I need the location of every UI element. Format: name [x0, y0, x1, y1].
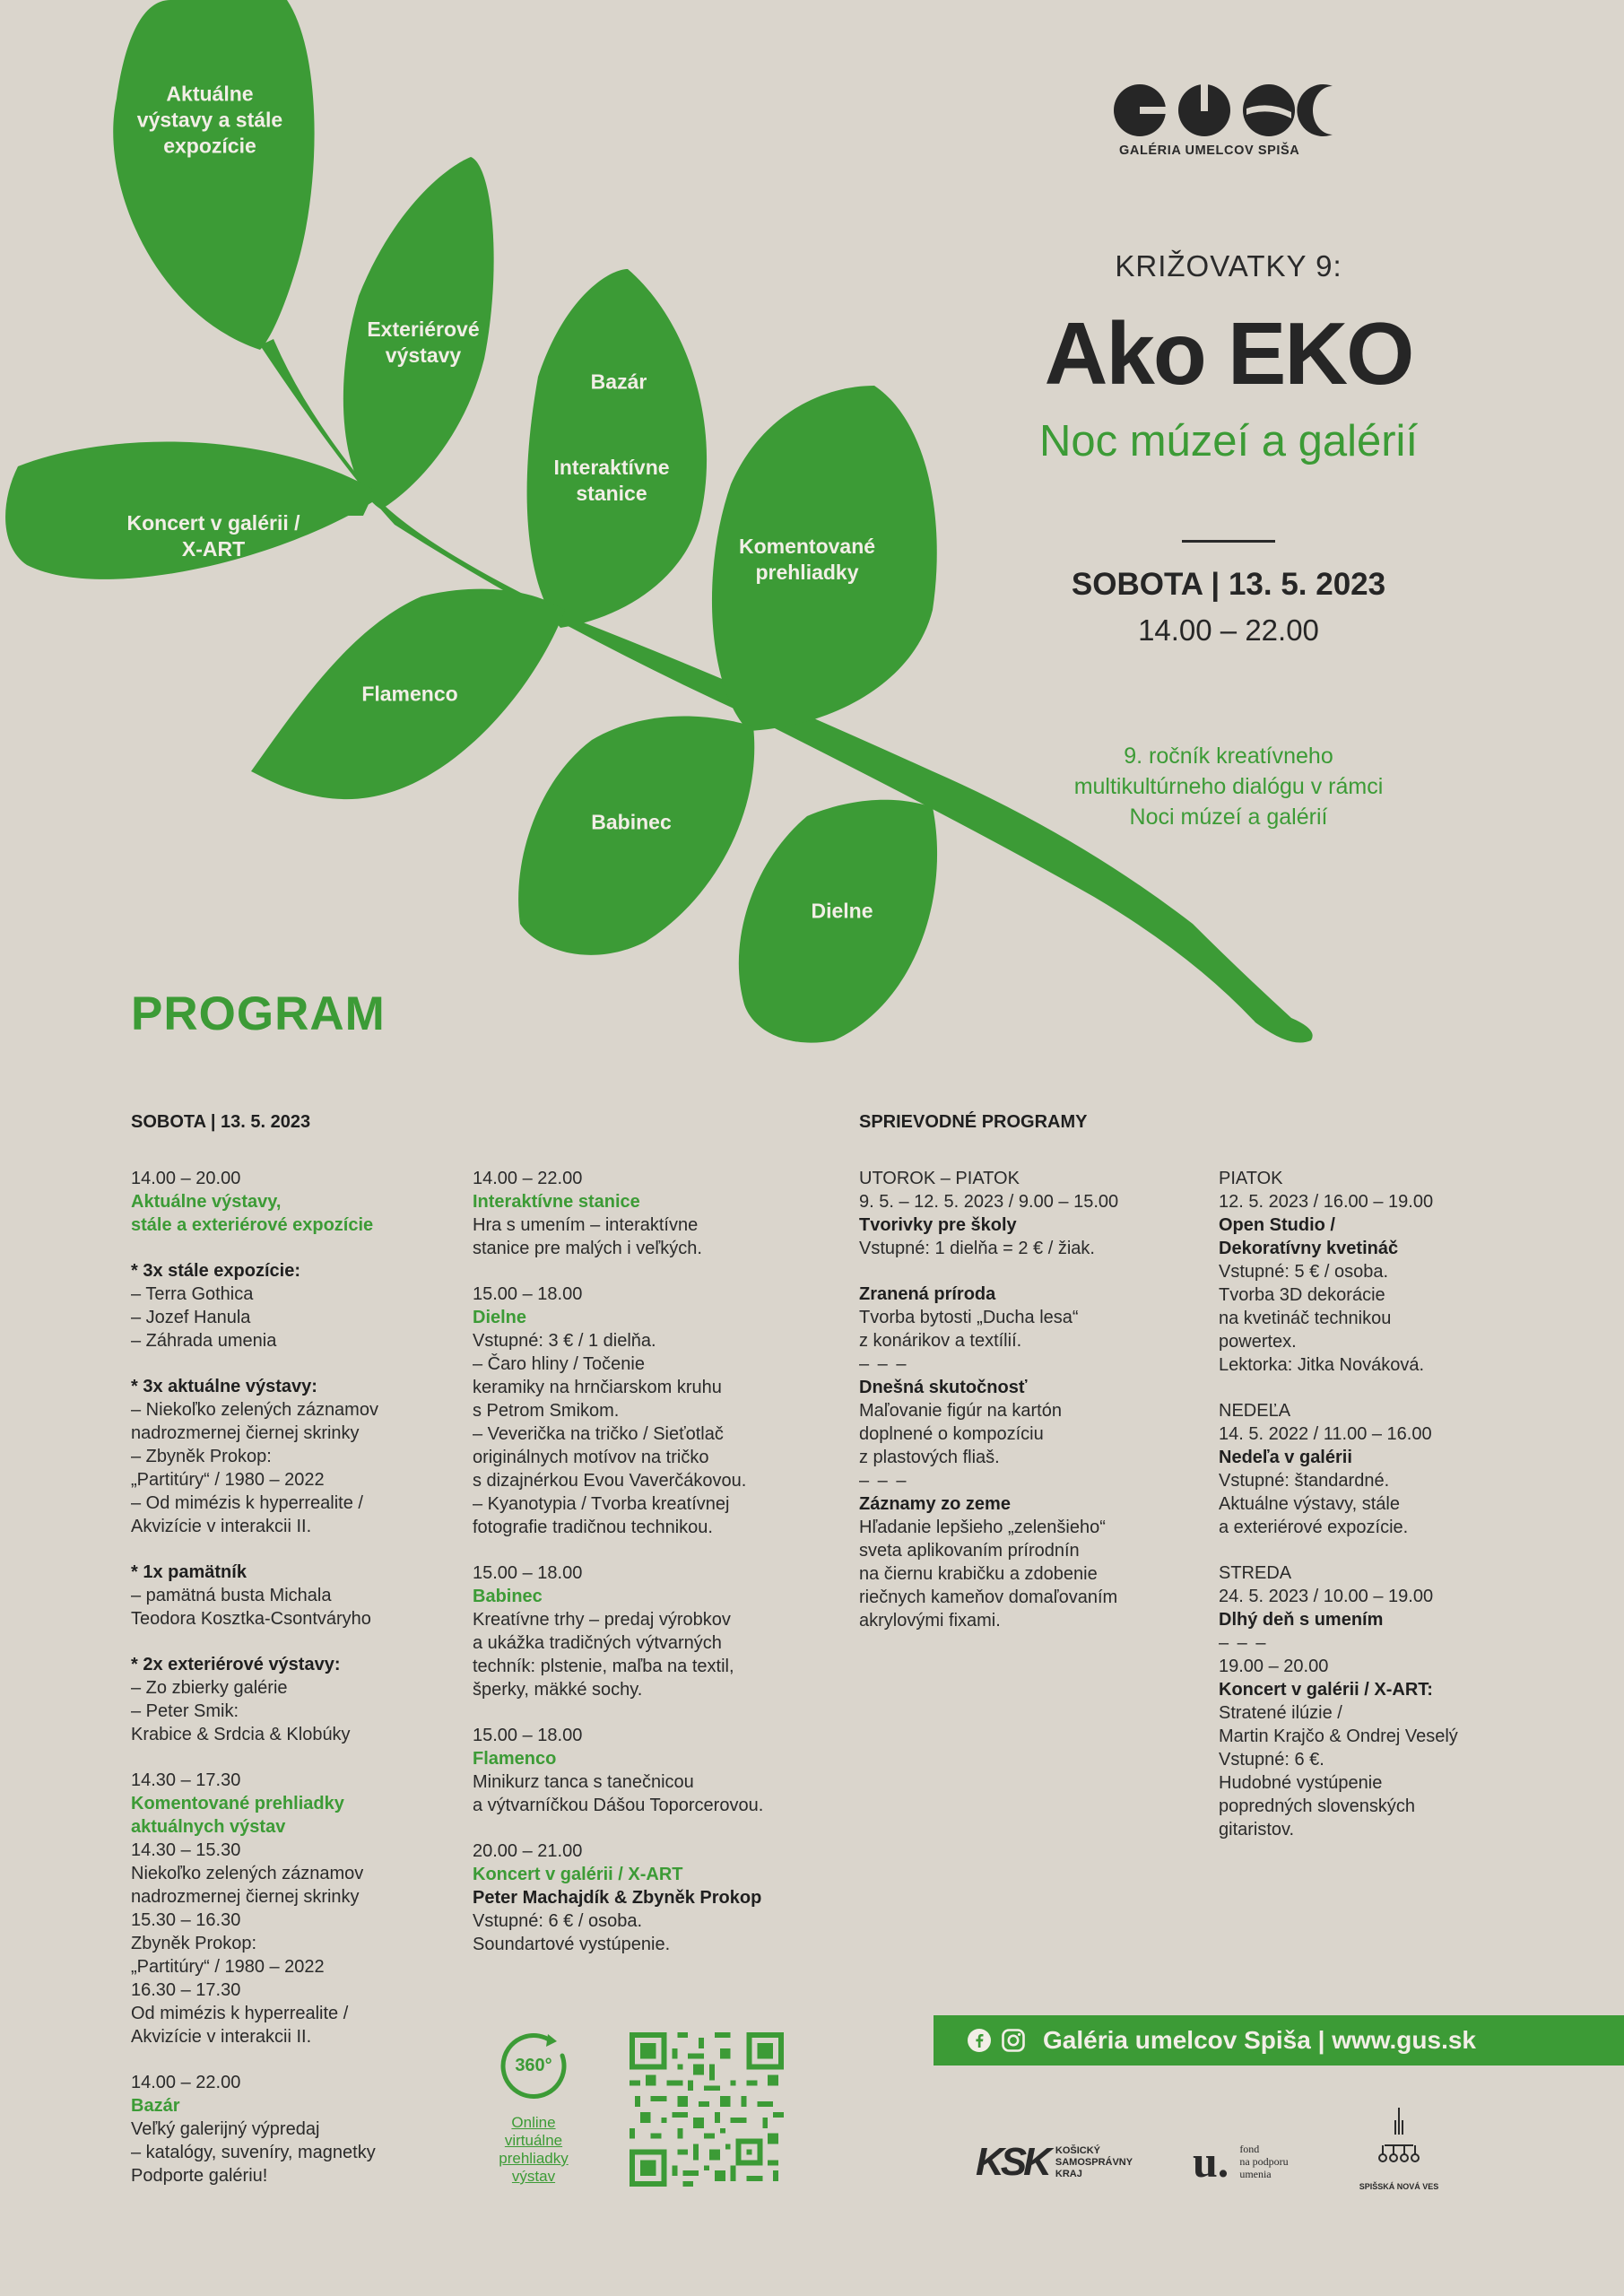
leaf-babinec: [518, 717, 754, 955]
program-line: PIATOK: [1219, 1169, 1283, 1188]
program-event-title: stále a exteriérové expozície: [131, 1215, 374, 1235]
fond-mark: u.: [1193, 2136, 1229, 2187]
program-event-title: Dielne: [473, 1308, 527, 1327]
program-line: Od mimézis k hyperrealite /: [131, 2004, 349, 2023]
program-line: 14.30 – 15.30: [131, 1840, 241, 1860]
program-line: akrylovými fixami.: [859, 1611, 1001, 1631]
program-block: [1219, 1399, 1458, 1539]
leaf-aktualne: [113, 0, 314, 350]
program-line: powertex.: [1219, 1332, 1297, 1352]
program-block: [1219, 1561, 1458, 1841]
program-line: Maľovanie figúr na kartón: [859, 1401, 1062, 1421]
program-block: [131, 1375, 378, 1538]
facebook-icon[interactable]: [966, 2027, 993, 2054]
program-bold-line: Peter Machajdík & Zbyněk Prokop: [473, 1888, 762, 1908]
program-column-saturday-1: [131, 1167, 378, 2210]
program-line: – Peter Smik:: [131, 1701, 239, 1721]
edition-text: 9. ročník kreatívneho multikultúrneho dialógu v rámci Noci múzeí a galérií: [1073, 744, 1384, 830]
program-line: Soundartové vystúpenie.: [473, 1935, 671, 1954]
program-block: [473, 1839, 763, 1956]
program-line: NEDEĽA: [1219, 1401, 1291, 1421]
program-block: [131, 1259, 378, 1352]
subtitle: Noc múzeí a galérií: [1038, 417, 1419, 465]
program-line: – – –: [1219, 1633, 1268, 1653]
program-line: originálnych motívov na tričko: [473, 1448, 709, 1467]
program-line: Vstupné: štandardné.: [1219, 1471, 1390, 1491]
leaf-label-komentovane: Komentované prehliadky: [738, 535, 876, 584]
program-line: Martin Krajčo & Ondrej Veselý: [1219, 1726, 1458, 1746]
program-line: 14.00 – 22.00: [131, 2073, 241, 2092]
program-block: [473, 1283, 763, 1539]
program-event-title: Komentované prehliadky: [131, 1794, 344, 1813]
program-bold-line: Zranená príroda: [859, 1284, 996, 1304]
program-block: [859, 1283, 1118, 1632]
program-line: 20.00 – 21.00: [473, 1841, 583, 1861]
program-line: 9. 5. – 12. 5. 2023 / 9.00 – 15.00: [859, 1192, 1119, 1212]
gus-logo-caption: GALÉRIA UMELCOV SPIŠA: [1119, 144, 1300, 158]
program-line: 14.00 – 22.00: [473, 1169, 583, 1188]
program-line: 15.00 – 18.00: [473, 1726, 583, 1745]
program-line: Vstupné: 5 € / osoba.: [1219, 1262, 1389, 1282]
program-event-title: aktuálnych výstav: [131, 1817, 286, 1837]
program-line: – Záhrada umenia: [131, 1331, 277, 1351]
program-line: sveta aplikovaním prírodnín: [859, 1541, 1080, 1561]
program-bold-line: Dnešná skutočnosť: [859, 1378, 1028, 1397]
program-line: z plastových fliaš.: [859, 1448, 1000, 1467]
program-line: popredných slovenských: [1219, 1796, 1416, 1816]
program-line: Aktuálne výstavy, stále: [1219, 1494, 1400, 1514]
program-line: Niekoľko zelených záznamov: [131, 1864, 364, 1883]
program-line: 19.00 – 20.00: [1219, 1657, 1329, 1676]
virtual-tour-360-icon[interactable]: [498, 2029, 569, 2100]
saturday-heading: SOBOTA | 13. 5. 2023: [131, 1112, 311, 1132]
program-line: STREDA: [1219, 1563, 1292, 1583]
program-line: a výtvarníčkou Dášou Toporcerovou.: [473, 1796, 764, 1815]
gus-logo: [1112, 83, 1336, 158]
program-line: na čiernu krabičku a zdobenie: [859, 1564, 1098, 1584]
program-bold-line: * 1x pamätník: [131, 1562, 247, 1582]
program-line: – Od mimézis k hyperrealite /: [131, 1493, 363, 1513]
program-line: gitaristov.: [1219, 1820, 1295, 1839]
leaf-label-babinec: Babinec: [591, 810, 672, 834]
online-virtual-tours-link[interactable]: Online virtuálne prehliadky výstav: [499, 2114, 569, 2185]
circle-360-label: 360°: [515, 2056, 552, 2075]
program-block: [131, 1561, 378, 1631]
program-block: [131, 1653, 378, 1746]
program-heading: PROGRAM: [131, 987, 386, 1040]
program-block: [473, 1561, 763, 1701]
program-bold-line: * 3x stále expozície:: [131, 1261, 300, 1281]
program-line: – – –: [859, 1354, 908, 1374]
gus-logo-mark: [1112, 83, 1336, 138]
program-bold-line: Dlhý deň s umením: [1219, 1610, 1384, 1630]
program-line: Veľký galerijný výpredaj: [131, 2119, 320, 2139]
footer-bar: [934, 2015, 1624, 2066]
program-bold-line: Dekoratívny kvetináč: [1219, 1239, 1399, 1258]
program-line: – Kyanotypia / Tvorba kreatívnej: [473, 1494, 730, 1514]
program-line: a ukážka tradičných výtvarných: [473, 1633, 722, 1653]
program-line: Vstupné: 6 € / osoba.: [473, 1911, 643, 1931]
program-line: 24. 5. 2023 / 10.00 – 19.00: [1219, 1587, 1434, 1606]
program-line: z konárikov a textílií.: [859, 1331, 1022, 1351]
program-column-saturday-2: [473, 1167, 763, 1979]
fond-text: fond na podporu umenia: [1239, 2143, 1289, 2180]
ksk-text: KOŠICKÝ SAMOSPRÁVNY KRAJ: [1055, 2144, 1133, 2179]
program-line: UTOROK – PIATOK: [859, 1169, 1020, 1188]
program-bold-line: * 3x aktuálne výstavy:: [131, 1377, 317, 1396]
program-event-title: Interaktívne stanice: [473, 1192, 640, 1212]
program-bold-line: Záznamy zo zeme: [859, 1494, 1011, 1514]
program-line: Kreatívne trhy – predaj výrobkov: [473, 1610, 731, 1630]
program-line: keramiky na hrnčiarskom kruhu: [473, 1378, 722, 1397]
program-line: – Terra Gothica: [131, 1284, 254, 1304]
program-line: Vstupné: 1 dielňa = 2 € / žiak.: [859, 1239, 1095, 1258]
program-line: – katalógy, suveníry, magnetky: [131, 2143, 376, 2162]
leaf-label-dielne: Dielne: [811, 899, 873, 923]
program-line: nadrozmernej čiernej skrinky: [131, 1423, 360, 1443]
main-title: Ako EKO: [1044, 304, 1413, 403]
program-line: Akvizície v interakcii II.: [131, 1517, 312, 1536]
program-line: – Čaro hliny / Točenie: [473, 1354, 645, 1374]
program-column-companion-2: [1219, 1167, 1458, 1864]
program-line: Stratené ilúzie /: [1219, 1703, 1342, 1723]
program-line: – Niekoľko zelených záznamov: [131, 1400, 378, 1420]
leaf-label-exterierove: Exteriérové výstavy: [367, 317, 480, 367]
program-bold-line: Tvorivky pre školy: [859, 1215, 1017, 1235]
program-line: Krabice & Srdcia & Klobúky: [131, 1725, 351, 1744]
program-line: – – –: [859, 1471, 908, 1491]
program-line: Tvorba bytosti „Ducha lesa“: [859, 1308, 1079, 1327]
program-line: – Jozef Hanula: [131, 1308, 251, 1327]
program-column-companion-1: [859, 1167, 1118, 1655]
program-line: riečnych kameňov domaľovaním: [859, 1587, 1118, 1607]
program-event-title: Bazár: [131, 2096, 180, 2116]
series-title: KRIŽOVATKY 9:: [1115, 249, 1342, 283]
leaf-label-koncert: Koncert v galérii / X-ART: [126, 511, 300, 561]
program-block: [473, 1724, 763, 1817]
program-line: Zbyněk Prokop:: [131, 1934, 257, 1953]
program-line: – Zo zbierky galérie: [131, 1678, 288, 1698]
fond-na-podporu-umenia-logo: [1193, 2136, 1289, 2187]
program-line: „Partitúry“ / 1980 – 2022: [131, 1957, 325, 1977]
program-line: Hudobné vystúpenie: [1219, 1773, 1383, 1793]
program-line: Vstupné: 3 € / 1 dielňa.: [473, 1331, 656, 1351]
program-line: 16.30 – 17.30: [131, 1980, 241, 2000]
program-line: 14.00 – 20.00: [131, 1169, 241, 1188]
program-line: techník: plstenie, maľba na textil,: [473, 1657, 734, 1676]
leaf-label-flamenco: Flamenco: [361, 682, 458, 706]
companion-heading: SPRIEVODNÉ PROGRAMY: [859, 1112, 1088, 1132]
program-block: [131, 1167, 378, 1237]
program-line: Akvizície v interakcii II.: [131, 2027, 312, 2047]
footer-website-text[interactable]: Galéria umelcov Spiša | www.gus.sk: [1043, 2026, 1476, 2054]
program-line: 15.00 – 18.00: [473, 1284, 583, 1304]
program-line: šperky, mäkké sochy.: [473, 1680, 643, 1700]
program-line: nadrozmernej čiernej skrinky: [131, 1887, 360, 1907]
ksk-mark: KSK: [976, 2140, 1048, 2184]
program-line: Minikurz tanca s tanečnicou: [473, 1772, 694, 1792]
program-line: „Partitúry“ / 1980 – 2022: [131, 1470, 325, 1490]
instagram-icon[interactable]: [1000, 2027, 1027, 2054]
program-line: s dizajnérkou Evou Vaverčákovou.: [473, 1471, 747, 1491]
program-line: 14. 5. 2022 / 11.00 – 16.00: [1219, 1424, 1432, 1444]
program-line: a exteriérové expozície.: [1219, 1518, 1409, 1537]
program-line: – Veverička na tričko / Sieťotlač: [473, 1424, 724, 1444]
leaf-label-bazar: Bazár: [590, 370, 647, 394]
leaf-bazar: [527, 269, 707, 628]
program-line: Teodora Kosztka-Csontváryho: [131, 1609, 371, 1629]
leaf-label-aktualne: Aktuálne výstavy a stále expozície: [136, 82, 283, 158]
qr-code[interactable]: [630, 2032, 784, 2187]
program-event-title: Koncert v galérii / X-ART: [473, 1865, 683, 1884]
program-line: Tvorba 3D dekorácie: [1219, 1285, 1385, 1305]
program-block: [1219, 1167, 1458, 1377]
program-line: s Petrom Smikom.: [473, 1401, 620, 1421]
program-bold-line: Nedeľa v galérii: [1219, 1448, 1352, 1467]
program-block: [131, 1769, 378, 2048]
program-line: Hľadanie lepšieho „zelenšieho“: [859, 1518, 1106, 1537]
program-bold-line: Koncert v galérii / X-ART:: [1219, 1680, 1433, 1700]
event-time: 14.00 – 22.00: [1138, 613, 1319, 647]
program-line: 14.30 – 17.30: [131, 1770, 241, 1790]
program-line: na kvetináč technikou: [1219, 1309, 1392, 1328]
program-block: [131, 2071, 378, 2187]
program-line: stanice pre malých i veľkých.: [473, 1239, 702, 1258]
program-line: doplnené o kompozíciu: [859, 1424, 1044, 1444]
program-bold-line: Open Studio /: [1219, 1215, 1335, 1235]
program-event-title: Aktuálne výstavy,: [131, 1192, 282, 1212]
program-line: 15.00 – 18.00: [473, 1563, 583, 1583]
program-line: Hra s umením – interaktívne: [473, 1215, 699, 1235]
program-line: Vstupné: 6 €.: [1219, 1750, 1324, 1770]
program-block: [473, 1167, 763, 1260]
program-event-title: Flamenco: [473, 1749, 557, 1769]
program-line: Lektorka: Jitka Nováková.: [1219, 1355, 1424, 1375]
leaf-label-interaktivne: Interaktívne stanice: [553, 456, 670, 505]
event-date: SOBOTA | 13. 5. 2023: [1071, 567, 1386, 602]
program-line: – Zbyněk Prokop:: [131, 1447, 272, 1466]
spisska-nova-ves-logo: [1354, 2108, 1444, 2191]
program-bold-line: * 2x exteriérové výstavy:: [131, 1655, 341, 1674]
title-divider: [1182, 540, 1275, 543]
program-line: 12. 5. 2023 / 16.00 – 19.00: [1219, 1192, 1434, 1212]
program-line: 15.30 – 16.30: [131, 1910, 241, 1930]
ksk-logo: [976, 2140, 1133, 2185]
program-line: fotografie tradičnou technikou.: [473, 1518, 713, 1537]
program-block: [859, 1167, 1118, 1260]
program-event-title: Babinec: [473, 1587, 543, 1606]
spisska-nova-ves-text: SPIŠSKÁ NOVÁ VES: [1359, 2182, 1439, 2191]
spisska-nova-ves-emblem: [1372, 2108, 1426, 2176]
program-line: – pamätná busta Michala: [131, 1586, 332, 1605]
program-line: Podporte galériu!: [131, 2166, 268, 2186]
